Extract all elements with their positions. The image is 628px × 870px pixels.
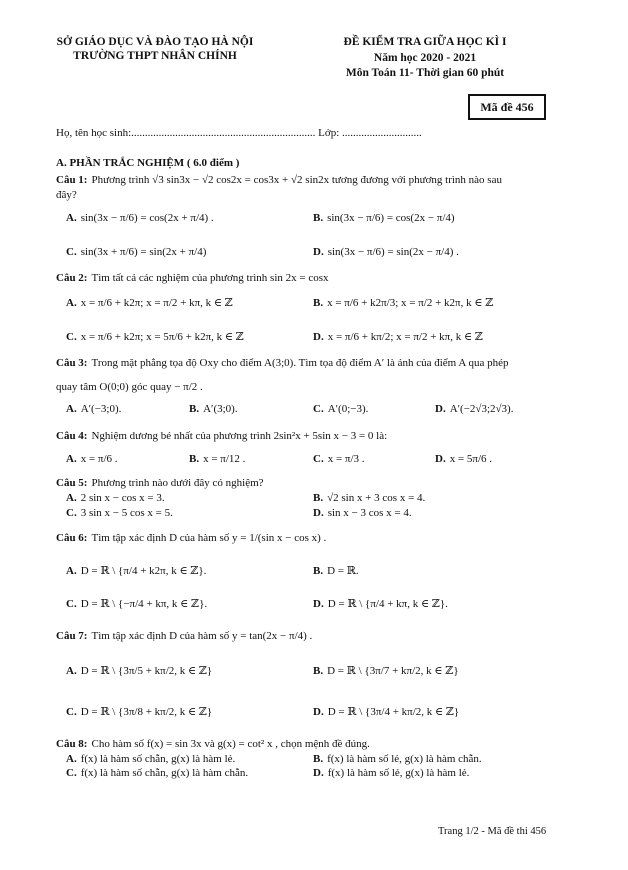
- option-text: D = ℝ \ {3π/5 + kπ/2, k ∈ ℤ}: [80, 665, 213, 677]
- option-label: A.: [66, 212, 77, 224]
- q8-option-c: [66, 767, 248, 779]
- option-text: x = π/6 + kπ/2; x = π/2 + kπ, k ∈ ℤ: [327, 331, 483, 343]
- q4-option-a: [66, 453, 118, 465]
- option-label: D.: [313, 598, 324, 610]
- option-label: B.: [313, 297, 324, 309]
- option-label: A.: [66, 753, 77, 765]
- q6-option-a: [66, 564, 206, 577]
- option-text: f(x) là hàm số chẵn, g(x) là hàm chẵn.: [80, 767, 249, 779]
- option-label: B.: [313, 753, 324, 765]
- q4-option-b: [189, 453, 245, 465]
- q4-option-d: [435, 453, 492, 465]
- question-1-cont: đây?: [56, 189, 77, 201]
- q1-option-b: [313, 212, 455, 224]
- option-label: A.: [66, 453, 77, 465]
- exam-title: ĐỀ KIỂM TRA GIỮA HỌC KÌ I: [343, 36, 507, 48]
- option-label: B.: [313, 212, 324, 224]
- q8-option-a: [66, 753, 235, 765]
- option-label: C.: [313, 453, 324, 465]
- q4-option-c: [313, 453, 365, 465]
- option-text: A′(−3;0).: [80, 403, 122, 415]
- option-text: √2 sin x + 3 cos x = 4.: [327, 492, 426, 504]
- question-text: Phương trình nào dưới đây có nghiệm?: [91, 477, 264, 489]
- question-text: Tìm tất cả các nghiệm của phương trình sin 2x = cosx: [91, 272, 329, 284]
- q3-option-c: [313, 403, 368, 415]
- question-label: Câu 2:: [56, 272, 88, 284]
- option-text: A′(0;−3).: [327, 403, 369, 415]
- option-text: sin(3x + π/6) = sin(2x + π/4): [80, 246, 207, 258]
- option-text: D = ℝ \ {−π/4 + kπ, k ∈ ℤ}.: [80, 598, 208, 610]
- option-text: f(x) là hàm số chẵn, g(x) là hàm lẻ.: [80, 753, 236, 765]
- option-text: D = ℝ.: [327, 565, 359, 577]
- option-text: D = ℝ \ {π/4 + kπ, k ∈ ℤ}.: [327, 598, 448, 610]
- option-label: C.: [313, 403, 324, 415]
- q2-option-b: [313, 296, 493, 309]
- option-text: x = π/6 + k2π/3; x = π/2 + k2π, k ∈ ℤ: [327, 297, 494, 309]
- q2-option-d: [313, 330, 483, 343]
- q8-option-b: [313, 753, 482, 765]
- option-label: C.: [66, 246, 77, 258]
- option-label: C.: [66, 507, 77, 519]
- question-text: Tìm tập xác định D của hàm số y = tan(2x − π/4) .: [91, 630, 313, 642]
- q5-option-d: [313, 507, 412, 519]
- q5-option-c: [66, 507, 173, 519]
- option-label: D.: [313, 246, 324, 258]
- question-4: [56, 430, 387, 442]
- question-3-cont: quay tâm O(0;0) góc quay − π/2 .: [56, 381, 203, 393]
- question-text: Phương trình √3 sin3x − √2 cos2x = cos3x + √2 sin2x tương đương với phương trình nào sau: [91, 174, 502, 186]
- option-label: D.: [313, 767, 324, 779]
- option-label: B.: [313, 565, 324, 577]
- option-text: sin(3x − π/6) = cos(2x + π/4) .: [80, 212, 214, 224]
- option-label: D.: [435, 453, 446, 465]
- option-label: A.: [66, 565, 77, 577]
- option-label: B.: [189, 403, 200, 415]
- q1-option-a: [66, 212, 214, 224]
- school-name: TRƯỜNG THPT NHÂN CHÍNH: [73, 50, 237, 62]
- q5-option-a: [66, 492, 165, 504]
- q6-option-d: [313, 597, 448, 610]
- q2-option-a: [66, 296, 233, 309]
- question-label: Câu 8:: [56, 738, 88, 750]
- option-text: 2 sin x − cos x = 3.: [80, 492, 165, 504]
- section-title: A. PHẦN TRẮC NGHIỆM ( 6.0 điểm ): [56, 157, 240, 169]
- question-label: Câu 5:: [56, 477, 88, 489]
- option-label: C.: [66, 598, 77, 610]
- question-label: Câu 6:: [56, 532, 88, 544]
- option-label: A.: [66, 297, 77, 309]
- option-label: C.: [66, 706, 77, 718]
- question-text: Tìm tập xác định D của hàm số y = 1/(sin x − cos x) .: [91, 532, 327, 544]
- q3-option-b: [189, 403, 238, 415]
- option-text: x = π/6 .: [80, 453, 118, 465]
- exam-code: Mã đề 456: [480, 99, 534, 114]
- q3-option-d: [435, 403, 513, 415]
- option-label: D.: [313, 331, 324, 343]
- question-7: [56, 630, 312, 642]
- option-text: D = ℝ \ {3π/7 + kπ/2, k ∈ ℤ}: [327, 665, 459, 677]
- option-text: A′(−2√3;2√3).: [449, 403, 514, 415]
- q1-option-d: [313, 246, 459, 258]
- question-1: [56, 174, 502, 186]
- option-label: C.: [66, 767, 77, 779]
- question-text: Trong mặt phẳng tọa độ Oxy cho điểm A(3;0). Tìm tọa độ điểm A′ là ảnh của điểm A qua phép: [91, 357, 509, 369]
- dept-name: SỞ GIÁO DỤC VÀ ĐÀO TẠO HÀ NỘI: [56, 36, 254, 48]
- q8-option-d: [313, 767, 469, 779]
- option-label: B.: [189, 453, 200, 465]
- option-label: A.: [66, 492, 77, 504]
- option-label: B.: [313, 492, 324, 504]
- option-text: f(x) là hàm số lẻ, g(x) là hàm lẻ.: [327, 767, 470, 779]
- option-text: x = π/3 .: [327, 453, 365, 465]
- question-text: Cho hàm số f(x) = sin 3x và g(x) = cot² x , chọn mệnh đề đúng.: [91, 738, 370, 750]
- option-text: x = π/6 + k2π; x = 5π/6 + k2π, k ∈ ℤ: [80, 331, 244, 343]
- option-text: 3 sin x − 5 cos x = 5.: [80, 507, 173, 519]
- page-footer: Trang 1/2 - Mã đề thi 456: [438, 826, 547, 837]
- exam-code-box: [468, 94, 546, 120]
- option-label: A.: [66, 403, 77, 415]
- option-label: D.: [313, 507, 324, 519]
- option-text: f(x) là hàm số lẻ, g(x) là hàm chẵn.: [327, 753, 482, 765]
- question-2: [56, 272, 329, 284]
- q2-option-c: [66, 330, 244, 343]
- school-year: Năm học 2020 - 2021: [373, 52, 477, 64]
- q7-option-c: [66, 705, 212, 718]
- option-text: x = 5π/6 .: [449, 453, 493, 465]
- question-text: Nghiệm dương bé nhất của phương trình 2sin²x + 5sin x − 3 = 0 là:: [91, 430, 388, 442]
- q6-option-b: [313, 564, 359, 577]
- option-text: sin(3x − π/6) = sin(2x − π/4) .: [327, 246, 459, 258]
- question-8: [56, 738, 370, 750]
- question-label: Câu 1:: [56, 174, 88, 186]
- option-text: x = π/12 .: [203, 453, 246, 465]
- question-6: [56, 532, 326, 544]
- option-text: x = π/6 + k2π; x = π/2 + kπ, k ∈ ℤ: [80, 297, 233, 309]
- option-label: A.: [66, 665, 77, 677]
- q5-option-b: [313, 492, 425, 504]
- question-5: [56, 477, 264, 489]
- q6-option-c: [66, 597, 207, 610]
- option-text: sin(3x − π/6) = cos(2x − π/4): [327, 212, 455, 224]
- question-label: Câu 3:: [56, 357, 88, 369]
- option-text: D = ℝ \ {3π/4 + kπ/2, k ∈ ℤ}: [327, 706, 460, 718]
- q3-option-a: [66, 403, 121, 415]
- student-info-line: Họ, tên học sinh:................................................................... Lớp: .............................: [56, 127, 422, 139]
- q7-option-a: [66, 664, 212, 677]
- option-text: sin x − 3 cos x = 4.: [327, 507, 412, 519]
- option-label: C.: [66, 331, 77, 343]
- question-3: [56, 357, 508, 369]
- question-label: Câu 4:: [56, 430, 88, 442]
- subject-line: Môn Toán 11- Thời gian 60 phút: [345, 67, 505, 79]
- option-label: B.: [313, 665, 324, 677]
- option-text: A′(3;0).: [203, 403, 238, 415]
- option-text: D = ℝ \ {3π/8 + kπ/2, k ∈ ℤ}: [80, 706, 213, 718]
- option-label: D.: [313, 706, 324, 718]
- q1-option-c: [66, 246, 206, 258]
- option-label: D.: [435, 403, 446, 415]
- option-text: D = ℝ \ {π/4 + k2π, k ∈ ℤ}.: [80, 565, 207, 577]
- q7-option-d: [313, 705, 459, 718]
- q7-option-b: [313, 664, 459, 677]
- question-label: Câu 7:: [56, 630, 88, 642]
